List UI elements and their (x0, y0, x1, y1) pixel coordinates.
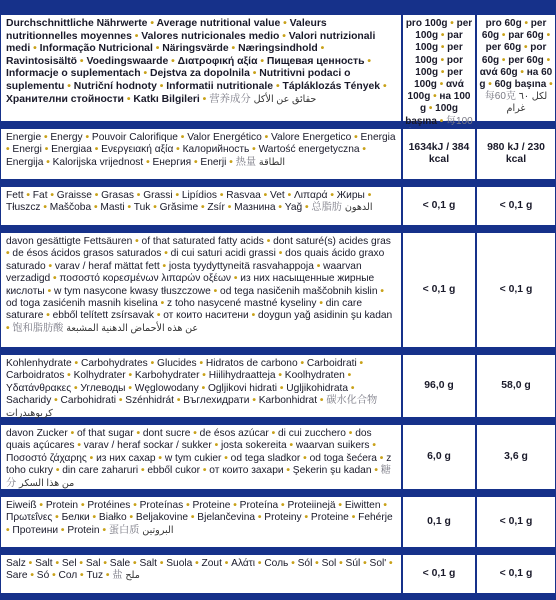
row-value-per60g: 58,0 g (476, 354, 556, 418)
row-label-cell (0, 128, 402, 180)
header-col1-text: pro 100g • per 100g • par 100g • per 100g • por 100g • per 100g • ανά 100g • на 100 g • 100g başına • (405, 18, 473, 127)
header-col-per100g (402, 14, 476, 127)
row-value-per100g: 6,0 g (402, 424, 476, 490)
header-title-cjk: 营养成分 (209, 93, 251, 105)
row-label: Kohlenhydrate • Carbohydrates • Glucides • Hidratos de carbono • Carboidrati • Carboidratos • Kolhydrater • Karbohydrater • Hiilihydraatteja • Koolhydraten • Υδατάνθρακες • Углеводы • Węglowodany • Ogljikovi hidrati • Ugljikohidrata • Sacharidy • Carbohidrati • Szénhidrát • Въглехидрати • Karbonhidrat • (6, 358, 364, 407)
row-label: davon gesättigte Fettsäuren • of that saturated fatty acids • dont saturé(s) acides gras • de ésos ácidos grasos saturados • di cui saturi acidi grassi • dos quais ácido graxo saturado • varav / heraf mättat fett • josta tyydyttyneitä rasvahappoja • waarvan verzadigd • ποσοστό κορεσμένων λιπαρών οξέων • из них насыщенные жирные кислоты • w tym nasycone kwasy tłuszczowe • od tega nasičenih maščobnih kislin • od toga zasićenih masnih kiselina • z toho nasycené mastné kyseliny • din care saturare • ebből telített zsírsavak • от които наситени • doygun yağ asidinin şu kadan • (6, 236, 393, 334)
header-col2-text: pro 60g • per 60g • par 60g • per 60g • por 60g • per 60g • ανά 60g • на 60 g • 60g başına • (479, 18, 553, 91)
row-label-arabic: ملح (125, 570, 140, 582)
row-value-per60g: < 0,1 g (476, 232, 556, 348)
row-label: Eiweiß • Protein • Protéines • Proteínas • Proteine • Proteína • Proteiinejä • Eiwitten • Πρωτεΐνες • Белки • Białko • Beljakovine • Bjelančevina • Proteiny • Proteine • Fehérje • Протеини • Protein • (6, 500, 393, 536)
row-label-cell (0, 186, 402, 226)
table-row (0, 496, 556, 548)
row-value-per60g: < 0,1 g (476, 554, 556, 594)
table-row (0, 554, 556, 594)
table-row (0, 186, 556, 226)
row-label-cjk: 蛋白质 (108, 524, 140, 536)
row-value-per60g: 980 kJ / 230 kcal (476, 128, 556, 180)
header-col-per60g (476, 14, 556, 122)
header-col2-cjk: 每60克 (484, 91, 516, 103)
row-label: Salz • Salt • Sel • Sal • Sale • Salt • Suola • Zout • Αλάτι • Соль • Sól • Sol • Súl • Sol' • Sare • Só • Сол • Tuz • (6, 558, 393, 582)
row-label-cell (0, 354, 402, 418)
row-value-per100g: < 0,1 g (402, 186, 476, 226)
header-col1-cjk: 每100 (446, 115, 473, 127)
row-label-arabic: كربوهيدرات (6, 407, 53, 419)
row-label: Fett • Fat • Graisse • Grasas • Grassi • Lipídios • Rasvaa • Vet • Λιπαρά • Жиры • Tłuszcz • Maščoba • Masti • Tuk • Grăsime • Zsír • Мазнина • Yağ • (6, 190, 372, 214)
row-label-arabic: الدهون (344, 202, 373, 214)
header-title-arabic: حقائق عن الأكل (253, 93, 317, 105)
row-label-arabic: عن هذه الأحماض الدهنية المشبعة (66, 322, 199, 334)
row-label-cjk: 饱和脂肪酸 (12, 322, 64, 334)
row-label-cjk: 碳水化合物 (326, 395, 378, 407)
row-label-cell (0, 424, 402, 490)
row-value-per60g: < 0,1 g (476, 186, 556, 226)
row-label-cjk: 糖分 (6, 465, 391, 489)
row-label-cjk: 热量 (235, 156, 257, 168)
row-value-per60g: < 0,1 g (476, 496, 556, 548)
row-label-cell (0, 232, 402, 348)
header-title-cell (0, 14, 402, 122)
row-label-cjk: 总脂肪 (311, 202, 342, 214)
row-value-per100g: < 0,1 g (402, 232, 476, 348)
row-value-per100g: 96,0 g (402, 354, 476, 418)
row-label-arabic: البروتين (142, 524, 174, 536)
row-label-arabic: من هذا السكر (19, 477, 75, 489)
row-value-per100g: < 0,1 g (402, 554, 476, 594)
table-row (0, 232, 556, 348)
table-row (0, 354, 556, 418)
row-label-cell (0, 554, 402, 594)
row-label-cjk: 盐 (112, 570, 123, 582)
row-label-arabic: الطاقة (258, 156, 286, 168)
row-value-per100g: 0,1 g (402, 496, 476, 548)
table-row (0, 128, 556, 180)
table-header (0, 14, 556, 127)
row-label-cell (0, 496, 402, 548)
row-value-per100g: 1634kJ / 384 kcal (402, 128, 476, 180)
header-title: Durchschnittliche Nährwerte • Average nutritional value • Valeurs nutritionnelles moyennes • Valores nutricionales medio • Valori nutrizionali medi • Informação Nutricional • Näringsvärde • Næringsindhold • Ravintosisältö • Voedingswaarde • Διατροφική αξία • Пищевая ценность • Informacje o suplementach • Dejstva za dopolnila • Nutritivni podaci o suplementu • Nutriční hodnoty • Informatii nutritionale • Tápláklozás Tények • Хранителни стойности • Katkı Bilgileri • (6, 18, 387, 105)
row-value-per60g: 3,6 g (476, 424, 556, 490)
row-label: davon Zucker • of that sugar • dont sucre • de ésos azúcar • di cui zucchero • dos quais açúcares • varav / heraf sockar / sukker • josta sokereita • waarvan suikers • Ποσοστό ζάχαρης • из них сахар • w tym cukier • od tega sladkor • od toga šećera • z toho cukry • din care zaharuri • ebből cukor • от които захари • Şekerin şu kadan • (6, 428, 392, 477)
row-label: Energie • Energy • Pouvoir Calorifique • Valor Energético • Valore Energetico • Energia • Energi • Energiaa • Ενεργειακή αξία • Калорийность • Wartość energetyczna • Energija • Kalorijska vrijednost • Енергия • Enerji • (6, 132, 396, 168)
header-col2-arabic: لكل ٦٠ غرام (506, 91, 548, 115)
table-row (0, 424, 556, 490)
